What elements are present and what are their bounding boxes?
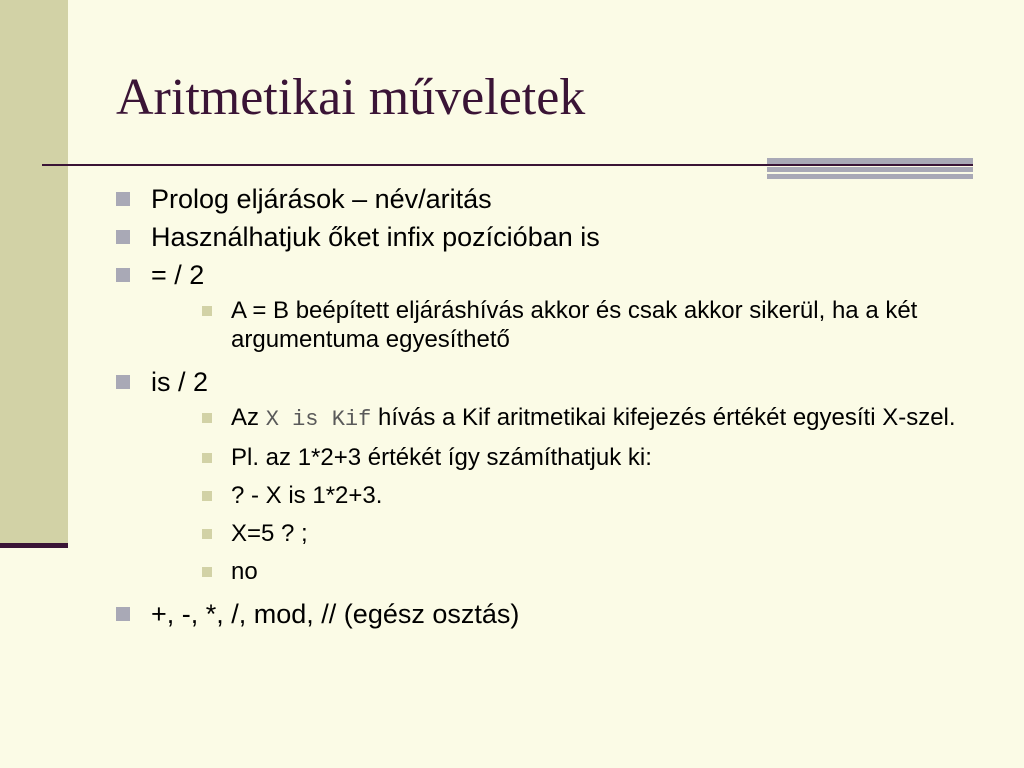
square-bullet-icon [116, 230, 130, 244]
sub-bullet-text: Pl. az 1*2+3 értékét így számíthatjuk ki: [231, 444, 652, 471]
bullet-text: Prolog eljárások – név/aritás [151, 184, 492, 214]
bullet-text: Használhatjuk őket infix pozícióban is [151, 222, 600, 252]
square-bullet-icon [116, 268, 130, 282]
left-band-accent-bar [0, 543, 68, 548]
sub-bullet-item [151, 519, 966, 548]
slide-title: Aritmetikai műveletek [116, 69, 586, 126]
sub-bullet-text-prefix: Az [231, 404, 260, 431]
bullet-text: = / 2 [151, 260, 205, 290]
sub-bullet-text: ? - X is 1*2+3. [231, 482, 383, 509]
sub-bullet-item [151, 403, 966, 434]
square-bullet-icon [116, 607, 130, 621]
bullet-item [116, 363, 966, 586]
decorative-bars [767, 158, 973, 180]
bullet-list [116, 180, 966, 633]
decorative-bar [767, 167, 973, 172]
decorative-bar [767, 174, 973, 179]
sub-bullet-text: X=5 ? ; [231, 520, 308, 547]
sub-bullet-item [151, 481, 966, 510]
small-square-bullet-icon [202, 491, 212, 501]
sub-bullet-item [151, 443, 966, 472]
small-square-bullet-icon [202, 453, 212, 463]
left-decorative-band [0, 0, 68, 545]
decorative-bar [767, 158, 973, 164]
code-snippet: X is Kif [265, 407, 372, 432]
sub-bullet-list [151, 403, 966, 586]
bullet-text: +, -, *, /, mod, // (egész osztás) [151, 599, 520, 629]
sub-bullet-item [151, 296, 966, 354]
bullet-item [116, 256, 966, 354]
small-square-bullet-icon [202, 413, 212, 423]
small-square-bullet-icon [202, 567, 212, 577]
bullet-item [116, 180, 966, 218]
bullet-item [116, 218, 966, 256]
sub-bullet-text-suffix: hívás a Kif aritmetikai kifejezés értékét egyesíti X-szel. [377, 404, 956, 431]
square-bullet-icon [116, 375, 130, 389]
bullet-item [116, 595, 966, 633]
sub-bullet-text: A = B beépített eljáráshívás akkor és csak akkor sikerül, ha a két argumentuma egyesíthető [231, 297, 918, 353]
small-square-bullet-icon [202, 306, 212, 316]
sub-bullet-text: no [231, 558, 258, 585]
sub-bullet-list [151, 296, 966, 354]
small-square-bullet-icon [202, 529, 212, 539]
sub-bullet-item [151, 557, 966, 586]
bullet-text: is / 2 [151, 367, 209, 397]
square-bullet-icon [116, 192, 130, 206]
